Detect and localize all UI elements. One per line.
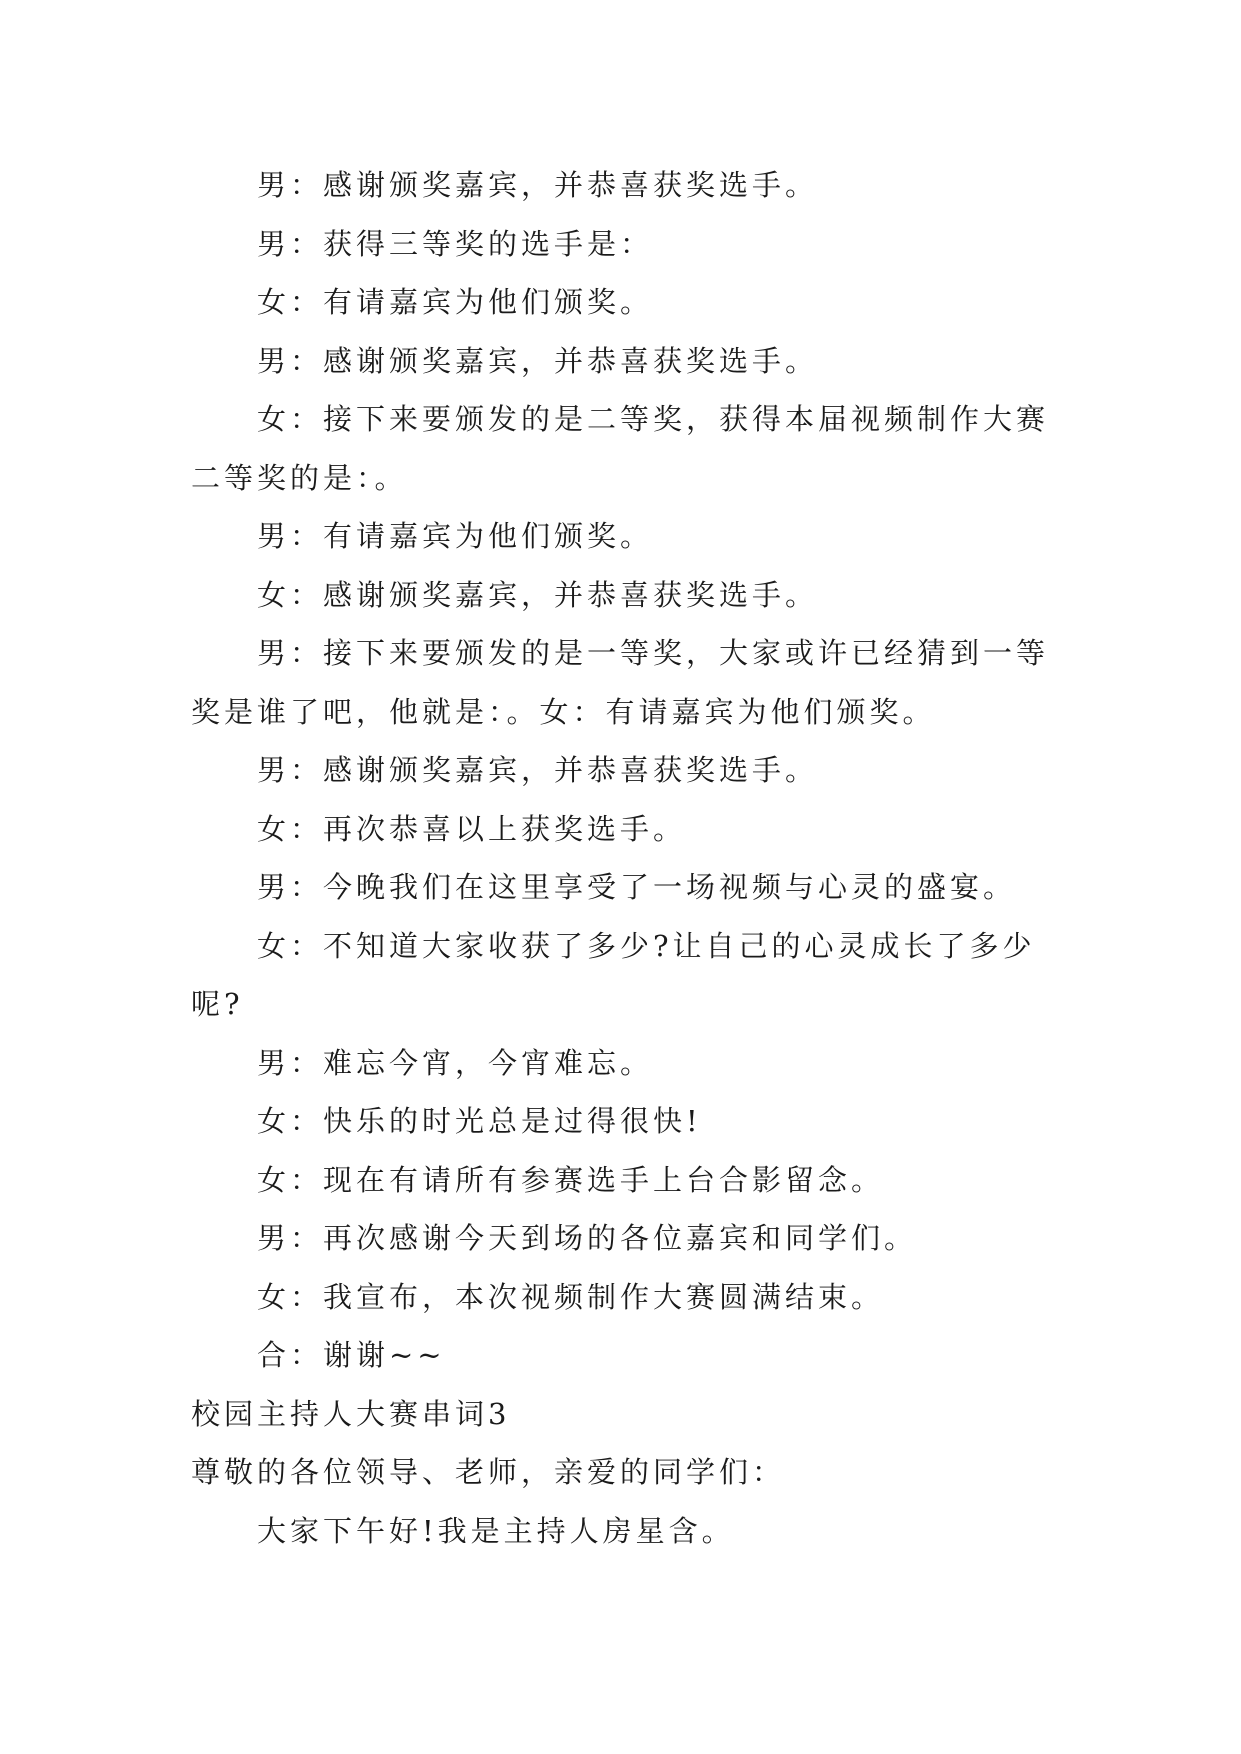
paragraph: 男：有请嘉宾为他们颁奖。 — [257, 519, 654, 553]
paragraph: 合：谢谢~~ — [257, 1338, 446, 1372]
paragraph: 男：感谢颁奖嘉宾，并恭喜获奖选手。 — [257, 753, 819, 787]
salutation: 尊敬的各位领导、老师，亲爱的同学们： — [191, 1455, 786, 1489]
paragraph: 男：再次感谢今天到场的各位嘉宾和同学们。 — [257, 1221, 918, 1255]
paragraph: 大家下午好!我是主持人房星含。 — [257, 1513, 735, 1548]
paragraph: 男：感谢颁奖嘉宾，并恭喜获奖选手。 — [257, 168, 819, 202]
paragraph: 男：获得三等奖的选手是： — [257, 226, 654, 261]
paragraph: 男：今晚我们在这里享受了一场视频与心灵的盛宴。 — [257, 870, 1017, 904]
paragraph: 男：接下来要颁发的是一等奖，大家或许已经猜到一等奖是谁了吧，他就是：。女：有请嘉宾为他们颁奖。 — [191, 636, 1050, 729]
section-heading: 校园主持人大赛串词3 — [191, 1396, 511, 1431]
paragraph: 女：我宣布，本次视频制作大赛圆满结束。 — [257, 1279, 885, 1314]
paragraph: 女：再次恭喜以上获奖选手。 — [257, 811, 687, 846]
paragraph: 女：接下来要颁发的是二等奖，获得本届视频制作大赛二等奖的是：。 — [191, 402, 1050, 495]
paragraph: 女：有请嘉宾为他们颁奖。 — [257, 285, 654, 319]
paragraph: 男：难忘今宵，今宵难忘。 — [257, 1045, 654, 1080]
paragraph: 女：感谢颁奖嘉宾，并恭喜获奖选手。 — [257, 577, 819, 612]
paragraph: 女：不知道大家收获了多少?让自己的心灵成长了多少呢? — [191, 928, 1036, 1021]
paragraph: 男：感谢颁奖嘉宾，并恭喜获奖选手。 — [257, 343, 819, 378]
document-body — [191, 156, 1059, 1560]
paragraph: 女：现在有请所有参赛选手上台合影留念。 — [257, 1162, 885, 1197]
paragraph: 女：快乐的时光总是过得很快! — [257, 1104, 702, 1138]
